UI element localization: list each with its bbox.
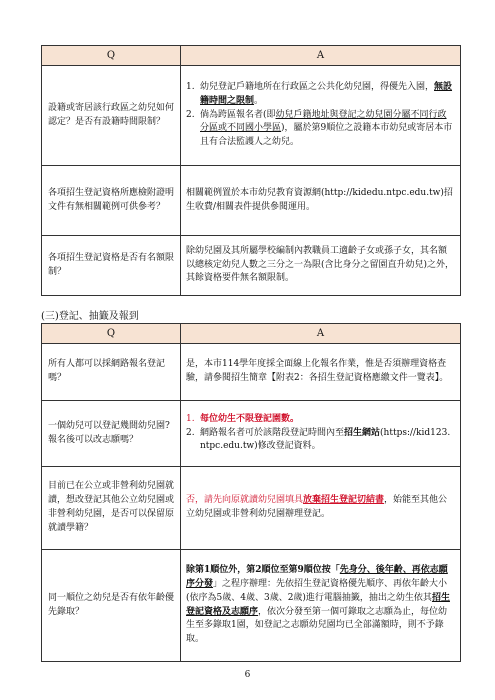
table-row	[42, 550, 461, 662]
answer-item	[186, 427, 455, 455]
table-row	[42, 236, 461, 296]
answer-cell	[181, 66, 461, 166]
answer-cell: 相關範例置於本市幼兒教育資源網(http://kidedu.ntpc.edu.tw)招生收費/相關表件提供參閱運用。	[181, 166, 461, 236]
answer-cell: 除幼兒園及其所屬學校編制內教職員工適齡子女或孫子女，其名額以總核定幼兒人數之三分之一為限(含比身分之留園直升幼兒)之外，其餘資格要件無名額限制。	[181, 236, 461, 296]
emphasis-text: 放棄招生登記切結書	[303, 495, 385, 506]
answer-item	[186, 413, 455, 427]
page-number: 6	[244, 670, 251, 680]
answer-text: ，依次分發至第一個可錄取之志願為止，每位幼生至多錄取1園，如登記之志願幼兒園均已全部滿額時，則不予錄取。	[186, 606, 448, 645]
answer-text: 網路報名者可於該階段登記時間內至	[200, 427, 345, 438]
question-cell: 各項招生登記資格是否有名額限制？	[42, 236, 181, 296]
answer-text: 每位幼生不限登記園數。	[200, 413, 300, 424]
answer-text: 倘為跨區報名者(即	[200, 109, 276, 120]
answer-cell	[181, 467, 461, 550]
question-cell: 各項招生登記資格所應檢附證明文件有無相關範例可供參考？	[42, 166, 181, 236]
answer-text: (https://kid123.ntpc.edu.tw)修改登記資料。	[200, 427, 451, 452]
header-a: A	[181, 46, 461, 66]
answer-item	[186, 109, 455, 151]
question-cell: 同一順位之幼兒是否有依年齡優先錄取？	[42, 550, 181, 662]
table-header-row	[42, 324, 461, 344]
answer-text: )，屬於第9順位之設籍本市幼兒或寄居本市且有合法監護人之幼兒。	[200, 123, 453, 148]
answer-cell	[181, 550, 461, 662]
header-q: Q	[42, 46, 181, 66]
item-number: 2.	[186, 109, 195, 120]
question-cell: 目前已在公立或非營利幼兒園就讀，想改登記其他公立幼兒園或非營利幼兒園，是否可以保留原就讀學籍？	[42, 467, 181, 550]
question-cell: 一個幼兒可以登記幾間幼兒園?報名後可以改志願嗎？	[42, 401, 181, 467]
answer-cell	[181, 401, 461, 467]
answer-text: 除第1順位外，第2順位至第9順位按「	[186, 564, 340, 575]
header-a: A	[181, 324, 461, 344]
qa-table-registration	[41, 323, 461, 662]
answer-cell: 是，本市114學年度採全面線上化報名作業，惟是否須辦理資格查驗，請參閱招生簡章【附表2：各招生登記資格應繳文件一覽表】。	[181, 344, 461, 401]
table-row	[42, 467, 461, 550]
answer-text: 」之程序辦理：先依招生登記資格優先順序、再依年齡大小(依序為5歲、4歲、3歲、2歲)進行電腦抽籤，抽出之幼生依其	[186, 578, 448, 603]
item-number: 2.	[186, 427, 195, 438]
item-number: 1.	[186, 413, 195, 424]
item-number: 1.	[186, 81, 195, 92]
emphasis-text: 先身分、後年齡、再依志願序分發	[186, 564, 448, 589]
table-row	[42, 166, 461, 236]
answer-item	[186, 81, 455, 109]
emphasis-text: 招生網站	[344, 427, 381, 438]
answer-text: 。	[254, 95, 264, 106]
header-q: Q	[42, 324, 181, 344]
question-cell: 設籍或寄居該行政區之幼兒如何認定？是否有設籍時間限制？	[42, 66, 181, 166]
table-header-row	[42, 46, 461, 66]
answer-text: 幼兒登記戶籍地所在行政區之公共化幼兒園，得優先入園，	[200, 81, 435, 92]
question-cell: 所有人都可以採網路報名登記嗎？	[42, 344, 181, 401]
table-row	[42, 344, 461, 401]
qa-table-eligibility	[41, 45, 461, 296]
underlined-text: 幼兒戶籍地址與登記之幼兒園分屬不同行政分區或不同國小學區	[200, 109, 447, 134]
section-title: (三)登記、抽籤及報到	[41, 311, 139, 322]
table-row	[42, 66, 461, 166]
table-row	[42, 401, 461, 467]
emphasis-text: 無設籍時間之限制	[200, 81, 453, 106]
emphasis-text: 招生登記資格及志願序	[186, 592, 450, 617]
answer-text: ，始能至其他公立幼兒園或非營利幼兒園辦理登記。	[186, 495, 448, 519]
answer-text: 否，請先向原就讀幼兒園填具	[186, 495, 304, 506]
